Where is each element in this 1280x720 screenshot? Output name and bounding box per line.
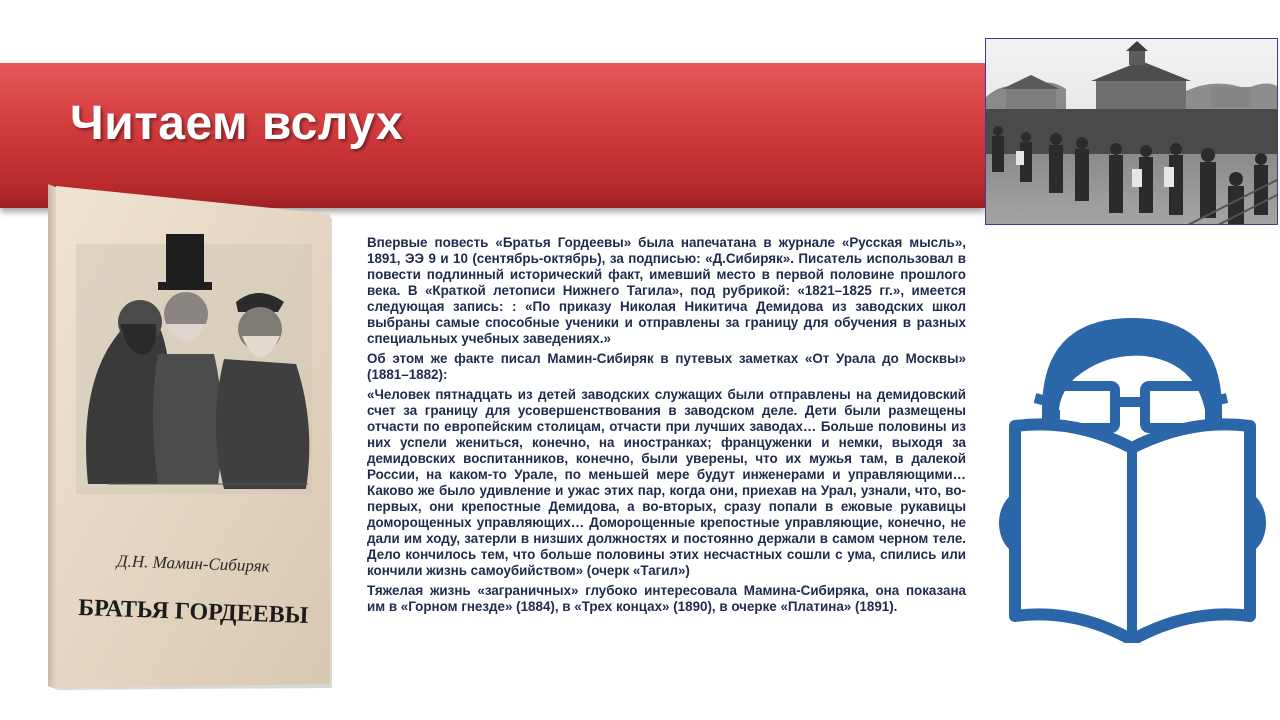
paragraph-3: «Человек пятнадцать из детей заводских служащих были отправлены на демидовский счет за границу для усовершенствования в заводском деле. Дети были размещены отчасти по европейским столицам, отчасти при лучших заводах… Больше половины из них успели жениться, конечно, на иностранках; француженки и немки, выходя за демидовских воспитанников, конечно, были уверены, что их мужья там, в далекой России, на каком-то Урале, по меньшей мере будут инженерами и управляющими… Каково же было удивление и ужас этих пар, когда они, приехав на Урал, узнали, что, во-первых, они крепостные Демидова, а во-вторых, сразу попали в ежовые рукавицы доморощенных управляющих… Доморощенные крепостные управляющие, конечно, не дали им ходу, затерли в низших должностях и постоянно держали в самом черном теле. Дело кончилось тем, что больше половины этих несчастных сошли с ума, спились или кончили жизнь самоубийством» (очерк «Тагил») (367, 387, 966, 578)
paragraph-1: Впервые повесть «Братья Гордеевы» была напечатана в журнале «Русская мысль», 1891, ЭЭ 9 и 10 (сентябрь-октябрь), за подписью: «Д.Сибиряк». Писатель использовал в повести подлинный исторический факт, имевший место в первой половине прошлого века. В «Краткой летописи Нижнего Тагила», под рубрикой: «1821–1825 гг.», имеется следующая запись: : «По приказу Николая Никитича Демидова из заводских школ выбраны самые способные ученики и отправлены за границу для обучения в разных специальных учебных заведениях.» (367, 235, 966, 346)
book-cover-art (48, 184, 332, 690)
book-cover (48, 184, 332, 690)
body-text (367, 235, 966, 619)
reader-icon (995, 298, 1270, 643)
book-author: Д.Н. Мамин-Сибиряк (116, 551, 270, 576)
paragraph-2: Об этом же факте писал Мамин-Сибиряк в путевых заметках «От Урала до Москвы» (1881–1882): (367, 351, 966, 382)
railway-station-crowd-image (986, 39, 1278, 225)
historical-photo (985, 38, 1278, 225)
person-reading-book-icon (995, 298, 1270, 643)
book-title: БРАТЬЯ ГОРДЕЕВЫ (77, 594, 309, 630)
paragraph-4: Тяжелая жизнь «заграничных» глубоко интересовала Мамина-Сибиряка, она показана им в «Горном гнезде» (1884), в «Трех концах» (1890), в очерке «Платина» (1891). (367, 583, 966, 614)
slide-title: Читаем вслух (70, 97, 404, 150)
